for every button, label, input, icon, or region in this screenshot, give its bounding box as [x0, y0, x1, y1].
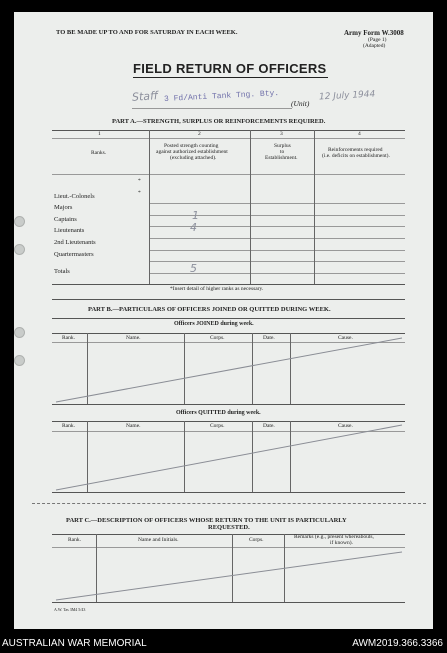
footer-institution: AUSTRALIAN WAR MEMORIAL: [2, 638, 147, 649]
joined-title: Officers JOINED during week.: [174, 321, 254, 327]
rank-quartermasters: Quartermasters: [54, 251, 94, 258]
footer-accession-number: AWM2019.366.3366: [352, 638, 443, 649]
quitted-title: Officers QUITTED during week.: [176, 410, 261, 416]
col-number: 3: [280, 131, 283, 137]
form-page: (Page 1): [368, 37, 387, 43]
part-b-heading: PART B.—PARTICULARS OF OFFICERS JOINED OR QUITTED DURING WEEK.: [88, 306, 331, 313]
part-a-heading: PART A.—STRENGTH, SURPLUS OR REINFORCEMENTS REQUIRED.: [112, 118, 326, 125]
quitted-col-rank: Rank.: [62, 423, 75, 429]
col-number: 4: [358, 131, 361, 137]
col-header-reinforcements: (i.e. deficits on establishment).: [322, 153, 390, 159]
quitted-col-cause: Cause.: [338, 423, 353, 429]
rank-captains: Captains: [54, 216, 77, 223]
quitted-strike-line: [56, 425, 402, 490]
part-c-heading: REQUESTED.: [208, 524, 250, 531]
date-handwritten: 12 July 1944: [318, 89, 376, 103]
form-adapted: (Adapted): [363, 43, 386, 49]
col-header-posted: Posted strength counting: [164, 143, 219, 149]
rank-lieutenants: Lieutenants: [54, 227, 85, 234]
totals-label: Totals: [54, 268, 70, 275]
col-header-ranks: Ranks.: [91, 150, 107, 156]
col-header-surplus: Establishment.: [265, 155, 298, 161]
posted-lieutenants: 4: [190, 221, 197, 234]
part-c-strike-line: [56, 552, 402, 600]
joined-col-cause: Cause.: [338, 335, 353, 341]
part-c-col-name: Name and Initials.: [138, 537, 179, 543]
form-id: Army Form W.3008: [344, 29, 404, 37]
joined-col-date: Date.: [263, 335, 275, 341]
col-number: 1: [98, 131, 101, 137]
part-c-heading: PART C.—DESCRIPTION OF OFFICERS WHOSE RETURN TO THE UNIT IS PARTICULARLY: [66, 517, 347, 524]
page-title: FIELD RETURN OF OFFICERS: [133, 61, 327, 76]
print-reference: A.W. Tas 3M4 5/43: [54, 607, 86, 612]
unit-handwritten: Staff: [131, 89, 159, 104]
quitted-col-corps: Corps.: [210, 423, 225, 429]
posted-totals: 5: [190, 262, 197, 275]
asterisk-row: *: [138, 190, 141, 196]
footnote: *Insert detail of higher ranks as necessary.: [170, 286, 264, 292]
part-c-col-remarks: Remarks (e.g., present whereabouts,: [294, 534, 374, 540]
form-sheet: [14, 12, 433, 629]
part-c-col-remarks: if known).: [330, 540, 353, 546]
rank-2nd-lieutenants: 2nd Lieutenants: [54, 239, 96, 246]
asterisk-row: *: [138, 178, 141, 184]
strike-lines: [14, 12, 433, 629]
posted-captains: 1: [192, 209, 199, 222]
archive-footer: [0, 633, 447, 653]
joined-strike-line: [56, 338, 402, 402]
col-header-surplus: Surplus: [274, 143, 291, 149]
part-c-col-corps: Corps.: [249, 537, 264, 543]
joined-col-name: Name.: [126, 335, 141, 341]
part-c-col-rank: Rank.: [68, 537, 81, 543]
rank-majors: Majors: [54, 204, 73, 211]
quitted-col-date: Date.: [263, 423, 275, 429]
unit-label: (Unit): [291, 99, 310, 108]
col-header-surplus: to: [280, 149, 285, 155]
form-instruction: TO BE MADE UP TO AND FOR SATURDAY IN EACH WEEK.: [56, 29, 238, 36]
unit-stamp: 3 Fd/Anti Tank Tng. Bty.: [163, 88, 280, 105]
col-number: 2: [198, 131, 201, 137]
quitted-col-name: Name.: [126, 423, 141, 429]
joined-col-rank: Rank.: [62, 335, 75, 341]
col-header-reinforcements: Reinforcements required: [328, 147, 383, 153]
col-header-posted: against authorized establishment: [156, 149, 228, 155]
col-header-posted: (excluding attached).: [170, 155, 217, 161]
joined-col-corps: Corps.: [210, 335, 225, 341]
rank-lieut-colonels: Lieut.-Colonels: [54, 193, 95, 200]
